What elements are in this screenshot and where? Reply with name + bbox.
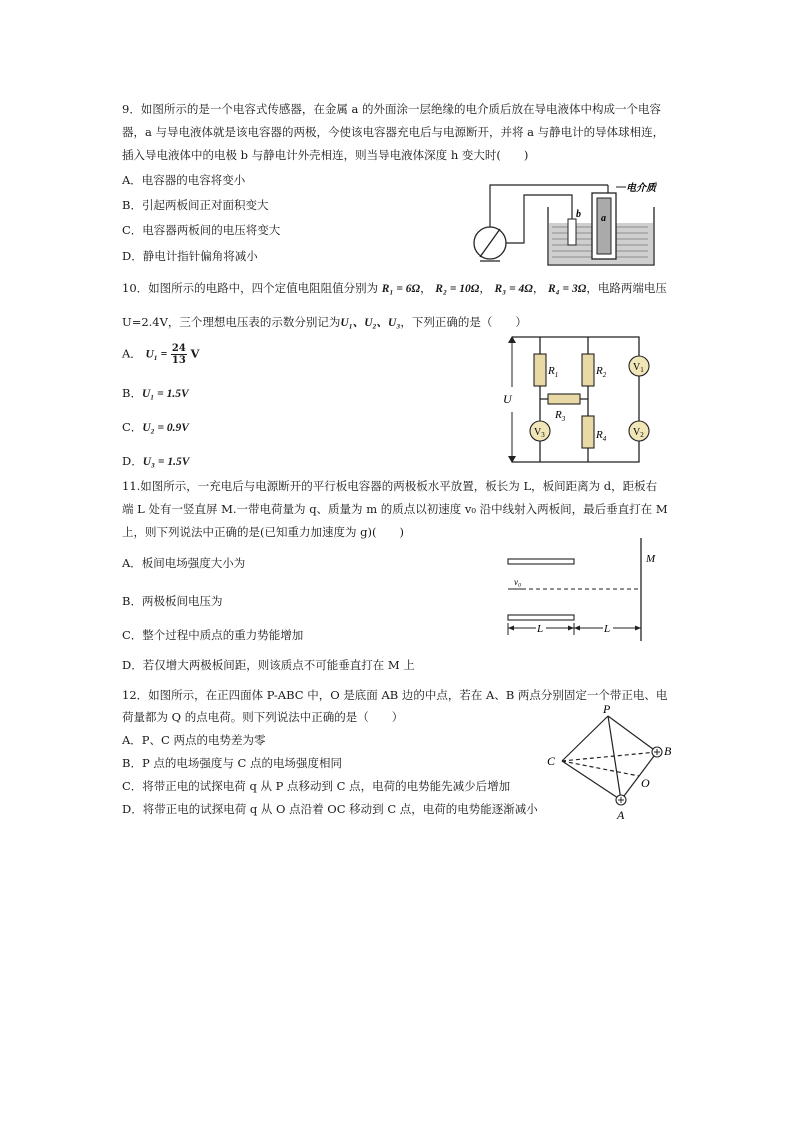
q11-option-a: A．板间电场强度大小为	[122, 556, 246, 570]
q9-stem-line-2: 器，a 与导电液体就是该电容器的两极，今使该电容器充电后与电源断开，并将 a 与静电计的导体球相连，	[122, 125, 665, 139]
q11-stem-line-2: 端 L 处有一竖直屏 M.一带电荷量为 q、质量为 m 的质点以初速度 v₀ 沿中线射入两板间，最后垂直打在 M	[122, 502, 668, 516]
q10-option-a-denominator: 13	[171, 355, 186, 366]
q10-circuit-figure	[492, 332, 662, 468]
q11-label-v0: v₀	[514, 577, 522, 587]
q10-label-v1: $V_1$	[633, 362, 644, 374]
q10-option-d	[122, 453, 189, 469]
q10-option-d-prefix: D．	[122, 454, 143, 468]
q10-option-a-prefix: A．	[122, 346, 142, 361]
q12-tetrahedron-figure	[540, 703, 680, 823]
q12-label-b: B	[664, 744, 672, 758]
q10-label-v3: $V_3$	[534, 427, 545, 439]
q12-option-b: B．P 点的电场强度与 C 点的电场强度相同	[122, 756, 342, 770]
q10-option-a-var: U₁ =	[145, 348, 168, 361]
q12-stem-line-2: 荷量都为 Q 的点电荷。则下列说法中正确的是（ ）	[122, 710, 404, 724]
q12-label-c: C	[547, 754, 556, 768]
q10-stem-text: 10．如图所示的电路中，四个定值电阻阻值分别为	[122, 281, 379, 295]
q10-r4-value: R₄ = 3Ω	[548, 283, 587, 295]
q12-label-p: P	[603, 703, 611, 716]
q10-option-b	[122, 385, 189, 401]
q10-stem-meters: U₁、U₂、U₃	[340, 317, 401, 329]
q9-option-c: C．电容器两板间的电压将变大	[122, 223, 281, 237]
q9-label-dielectric: 电介质	[626, 183, 656, 194]
q11-option-c: C．整个过程中质点的重力势能增加	[122, 628, 304, 642]
q10-stem-line-2	[122, 314, 527, 331]
q10-r2-value: R₂ = 10Ω	[435, 283, 480, 295]
q11-option-b: B．两极板间电压为	[122, 594, 223, 608]
q9-stem-line-3: 插入导电液体中的电极 b 与静电计外壳相连，则当导电液体深度 h 变大时( )	[122, 148, 529, 162]
q10-r1-value: R₁ = 6Ω	[381, 283, 421, 295]
q11-stem-line-3: 上，则下列说法中正确的是(已知重力加速度为 g)( )	[122, 525, 404, 539]
q12-label-a: A	[617, 808, 625, 822]
q10-option-d-value: U₃ = 1.5V	[142, 456, 190, 468]
q10-label-u: U	[503, 392, 512, 406]
q10-option-c-value: U₂ = 0.9V	[142, 422, 189, 434]
q12-stem-line-1: 12．如图所示，在正四面体 P-ABC 中，O 是底面 AB 边的中点，若在 A、B 两点分别固定一个带正电、电	[122, 688, 668, 702]
q10-stem-text-end: ，电路两端电压	[586, 281, 667, 295]
q10-label-v2: $V_2$	[633, 427, 644, 439]
q10-option-b-value: U₁ = 1.5V	[141, 388, 189, 400]
q10-stem-question: ，下列正确的是（ ）	[400, 315, 527, 329]
q10-label-r3: $R_3$	[555, 409, 566, 423]
q10-option-c	[122, 419, 189, 435]
q12-label-o: O	[641, 776, 650, 790]
q10-label-r1: $R_1$	[548, 365, 559, 379]
q12-option-c: C．将带正电的试探电荷 q 从 P 点移动到 C 点，电荷的电势能先减少后增加	[122, 779, 511, 793]
q11-label-l1: L	[537, 623, 544, 635]
q11-stem-line-1: 11.如图所示，一充电后与电源断开的平行板电容器的两极板水平放置，板长为 L，板间距离为 d，距板右	[122, 479, 658, 493]
q9-label-b: b	[576, 209, 581, 220]
q10-r3-value: R₃ = 4Ω	[494, 283, 533, 295]
q10-option-a	[122, 343, 199, 366]
q11-option-d: D．若仅增大两极板间距，则该质点不可能垂直打在 M 上	[122, 658, 415, 672]
q10-stem-line-1: 10．如图所示的电路中，四个定值电阻阻值分别为 R₁ = 6Ω， R₂ = 10Ω， R₃ = 4Ω， R₄ = 3Ω，电路两端电压	[122, 281, 667, 295]
q9-option-b: B．引起两板间正对面积变大	[122, 198, 269, 212]
q12-option-d: D．将带正电的试探电荷 q 从 O 点沿着 OC 移动到 C 点，电荷的电势能逐渐减小	[122, 802, 538, 816]
q10-label-r4: $R_4$	[596, 429, 607, 443]
q10-label-r2: $R_2$	[596, 365, 607, 379]
q9-label-a: a	[601, 213, 606, 224]
q10-option-a-fraction	[171, 343, 187, 366]
q11-capacitor-figure	[500, 535, 665, 645]
q9-option-d: D．静电计指针偏角将减小	[122, 249, 258, 263]
q9-stem-line-1: 9．如图所示的是一个电容式传感器，在金属 a 的外面涂一层绝缘的电介质后放在导电液体中构成一个电容	[122, 102, 661, 116]
q10-stem-voltage: U=2.4V，三个理想电压表的示数分别记为	[122, 315, 341, 329]
q12-option-a: A．P、C 两点的电势差为零	[122, 733, 266, 747]
q9-option-a: A．电容器的电容将变小	[122, 173, 246, 187]
q11-label-l2: L	[604, 623, 611, 635]
q9-capacitor-sensor-figure	[458, 165, 688, 270]
q10-option-a-numerator: 24	[171, 343, 186, 354]
q10-option-a-unit: V	[190, 346, 200, 361]
q10-option-b-prefix: B．	[122, 386, 142, 400]
q10-option-c-prefix: C．	[122, 420, 143, 434]
q11-label-m: M	[646, 553, 656, 565]
